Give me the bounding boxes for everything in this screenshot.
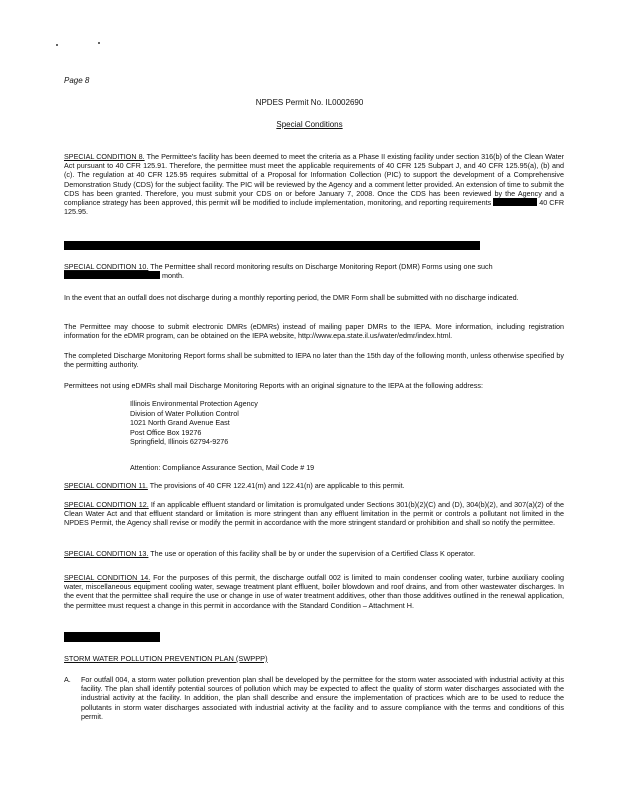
agency-address xyxy=(130,399,258,447)
special-condition-8 xyxy=(64,152,564,216)
page-number: Page 8 xyxy=(64,76,90,85)
address-line: 1021 North Grand Avenue East xyxy=(130,418,230,428)
condition-13-text: The use or operation of this facility shall be by or under the supervision of a Certified Class K operator. xyxy=(150,549,476,558)
redaction-bar xyxy=(64,271,160,279)
condition-10-tail: month. xyxy=(162,271,184,281)
special-condition-10 xyxy=(64,262,564,280)
redaction-bar xyxy=(493,198,537,206)
edmr-paragraph: The Permittee may choose to submit electronic DMRs (eDMRs) instead of mailing paper DMRs to the IEPA. More information, including registration information for the eDMR program, can be obtained on the IEPA website, http://www.epa.state.il.us/water/edmr/index.html. xyxy=(64,322,564,341)
condition-10-label: SPECIAL CONDITION 10. xyxy=(64,262,149,271)
condition-14-text: For the purposes of this permit, the discharge outfall 002 is limited to main condenser cooling water, turbine auxiliary cooling water, miscellaneous equipment cooling water, sewage treatment plant effluent, boiler blowdown and roof drains, and from other wastewater discharges. In the event that the permittee shall require the use or change in use of water treatment additives, other than those additives outlined in the renewal application, the permittee must request a change in this permit in accordance with the Standard Condition – Attachment H. xyxy=(64,573,564,610)
condition-14-label: SPECIAL CONDITION 14. xyxy=(64,573,151,582)
condition-11-text: The provisions of 40 CFR 122.41(m) and 122.41(n) are applicable to this permit. xyxy=(149,481,405,490)
condition-8-label: SPECIAL CONDITION 8. xyxy=(64,152,145,161)
redaction-bar xyxy=(64,632,160,642)
scan-speck xyxy=(56,44,58,46)
no-discharge-paragraph: In the event that an outfall does not discharge during a monthly reporting period, the DMR Form shall be submitted with no discharge indicated. xyxy=(64,293,519,302)
item-a-letter: A. xyxy=(64,675,71,684)
special-condition-12 xyxy=(64,500,564,528)
address-line: Springfield, Illinois 62794-9276 xyxy=(130,437,229,447)
address-line: Division of Water Pollution Control xyxy=(130,408,239,418)
permit-number-header: NPDES Permit No. IL0002690 xyxy=(255,98,364,107)
mailing-paragraph: Permittees not using eDMRs shall mail Discharge Monitoring Reports with an original signature to the IEPA at the following address: xyxy=(64,381,483,390)
scan-speck xyxy=(98,42,100,44)
address-line: Post Office Box 19276 xyxy=(130,427,202,437)
address-line: Illinois Environmental Protection Agency xyxy=(130,399,258,408)
special-condition-13 xyxy=(64,549,564,558)
condition-8-tail: 40 CFR 125.95. xyxy=(64,198,565,217)
swppp-item-a: For outfall 004, a storm water pollution prevention plan shall be developed by the permittee for the storm water associated with industrial activity at this facility. The plan shall identify potential sources of pollution which may be expected to affect the quality of storm water discharges associated with the industrial activity at the facility. In addition, the plan shall describe and ensure the implementation of practices which are to be used to reduce the pollutants in storm water discharges associated with industrial activity at the facility and to assure compliance with the terms and conditions of this permit. xyxy=(81,675,564,721)
condition-10-text: The Permittee shall record monitoring results on Discharge Monitoring Report (DMR) Forms using one such xyxy=(150,262,493,271)
condition-13-label: SPECIAL CONDITION 13. xyxy=(64,549,149,558)
condition-12-label: SPECIAL CONDITION 12. xyxy=(64,500,149,509)
condition-8-text: The Permittee's facility has been deemed to meet the criteria as a Phase II existing facility under section 316(b) of the Clean Water Act pursuant to 40 CFR 125.91. Therefore, the permittee must meet the applicable requirements of 40 CFR 125 Subpart J, and 40 CFR 125.95(a), (b) and (c). The regulation at 40 CFR 125.95 requires submittal of a Proposal for Information Collection (PIC) to support the development of a Comprehensive Demonstration Study (CDS) for the subject facility. The PIC will be reviewed by the Agency and a comment letter provided. An extension of time to submit the CDS has been granted. Therefore, you must submit your CDS on or before January 7, 2008. Once the CDS has been reviewed by the Agency and a compliance strategy has been approved, this permit will be modified to include implementation, monitoring, and reporting requirements xyxy=(64,152,564,208)
section-title: Special Conditions xyxy=(276,120,343,129)
condition-12-text: If an applicable effluent standard or limitation is promulgated under Sections 301(b)(2)(C) and (D), 304(b)(2), and 307(a)(2) of the Clean Water Act and that effluent standard or limitation is more stringent than any effluent limitation in the permit or controls a pollutant not limited in the NPDES Permit, the Agency shall revise or modify the permit in accordance with the more stringent standard or prohibition and shall so notify the permittee. xyxy=(64,500,564,528)
swppp-heading: STORM WATER POLLUTION PREVENTION PLAN (SWPPP) xyxy=(64,654,268,663)
special-condition-11 xyxy=(64,481,564,490)
condition-11-label: SPECIAL CONDITION 11. xyxy=(64,481,148,490)
dmr-due-paragraph: The completed Discharge Monitoring Report forms shall be submitted to IEPA no later than the 15th day of the following month, unless otherwise specified by the permitting authority. xyxy=(64,351,564,370)
redaction-bar xyxy=(64,241,480,250)
attention-line: Attention: Compliance Assurance Section, Mail Code # 19 xyxy=(130,463,315,472)
special-condition-14 xyxy=(64,573,564,610)
